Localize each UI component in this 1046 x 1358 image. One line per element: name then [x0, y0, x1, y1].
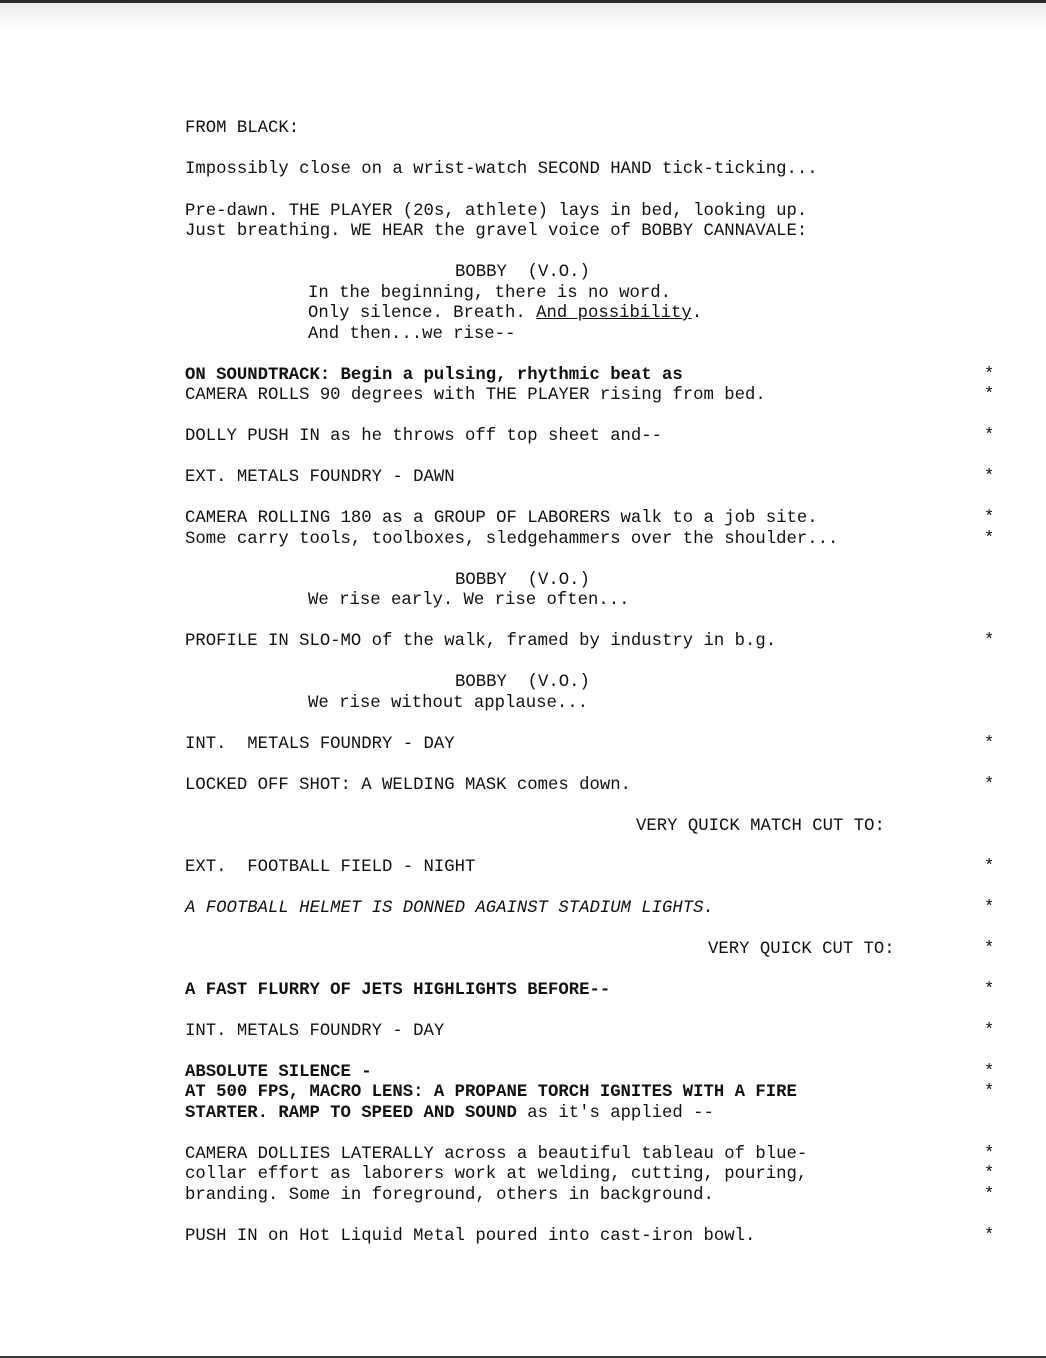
script-line: FROM BLACK:: [185, 119, 300, 138]
script-line: AT 500 FPS, MACRO LENS: A PROPANE TORCH IGNITES WITH A FIRE: [185, 1083, 797, 1102]
script-line: Pre-dawn. THE PLAYER (20s, athlete) lays in bed, looking up.: [185, 202, 808, 221]
script-line: ABSOLUTE SILENCE -: [185, 1063, 372, 1082]
script-line: A FOOTBALL HELMET IS DONNED AGAINST STADIUM LIGHTS.: [185, 899, 714, 918]
script-line: VERY QUICK CUT TO:: [708, 940, 895, 959]
script-line: [308, 304, 702, 324]
script-line: BOBBY (V.O.): [455, 673, 590, 692]
script-line: BOBBY (V.O.): [455, 263, 590, 282]
revision-asterisk: *: [984, 1145, 995, 1164]
revision-asterisk: *: [984, 1186, 995, 1205]
script-line: EXT. METALS FOUNDRY - DAWN: [185, 468, 455, 487]
script-line: collar effort as laborers work at welding, cutting, pouring,: [185, 1165, 808, 1184]
revision-asterisk: *: [984, 735, 995, 754]
revision-asterisk: *: [984, 427, 995, 446]
script-line: branding. Some in foreground, others in background.: [185, 1186, 714, 1205]
revision-asterisk: *: [984, 1165, 995, 1184]
script-line: We rise without applause...: [308, 694, 589, 713]
script-line: ON SOUNDTRACK: Begin a pulsing, rhythmic beat as: [185, 366, 683, 385]
script-line: BOBBY (V.O.): [455, 571, 590, 590]
script-line: PUSH IN on Hot Liquid Metal poured into cast-iron bowl.: [185, 1227, 756, 1246]
script-line: Impossibly close on a wrist-watch SECOND HAND tick-ticking...: [185, 160, 818, 179]
script-line: We rise early. We rise often...: [308, 591, 630, 610]
revision-asterisk: *: [984, 899, 995, 918]
script-line: VERY QUICK MATCH CUT TO:: [636, 817, 885, 836]
revision-asterisk: *: [984, 940, 995, 959]
script-line-segment: Only silence. Breath.: [308, 304, 537, 323]
revision-asterisk: *: [984, 632, 995, 651]
script-line-segment: as it's applied --: [516, 1104, 714, 1123]
revision-asterisk: *: [984, 1022, 995, 1041]
script-line: PROFILE IN SLO-MO of the walk, framed by industry in b.g.: [185, 632, 777, 651]
script-line: INT. METALS FOUNDRY - DAY: [185, 1022, 445, 1041]
script-line: INT. METALS FOUNDRY - DAY: [185, 735, 455, 754]
revision-asterisk: *: [984, 386, 995, 405]
revision-asterisk: *: [984, 776, 995, 795]
script-line: EXT. FOOTBALL FIELD - NIGHT: [185, 858, 476, 877]
script-line: In the beginning, there is no word.: [308, 284, 671, 303]
script-line: Some carry tools, toolboxes, sledgehammers over the shoulder...: [185, 530, 839, 549]
script-line: CAMERA DOLLIES LATERALLY across a beautiful tableau of blue-: [185, 1145, 808, 1164]
script-line: DOLLY PUSH IN as he throws off top sheet and--: [185, 427, 663, 446]
script-line: And then...we rise--: [308, 325, 516, 344]
script-line: A FAST FLURRY OF JETS HIGHLIGHTS BEFORE--: [185, 981, 611, 1000]
script-line-segment: STARTER. RAMP TO SPEED AND SOUND: [185, 1104, 517, 1123]
revision-asterisk: *: [984, 1083, 995, 1102]
revision-asterisk: *: [984, 981, 995, 1000]
revision-asterisk: *: [984, 1227, 995, 1246]
script-line: [185, 1104, 714, 1124]
revision-asterisk: *: [984, 366, 995, 385]
revision-asterisk: *: [984, 509, 995, 528]
script-line: CAMERA ROLLS 90 degrees with THE PLAYER rising from bed.: [185, 386, 766, 405]
script-line-segment: And possibility: [536, 304, 692, 323]
revision-asterisk: *: [984, 530, 995, 549]
script-line-segment: .: [691, 304, 703, 323]
revision-asterisk: *: [984, 468, 995, 487]
script-line: LOCKED OFF SHOT: A WELDING MASK comes down.: [185, 776, 631, 795]
revision-asterisk: *: [984, 858, 995, 877]
script-line: Just breathing. WE HEAR the gravel voice of BOBBY CANNAVALE:: [185, 222, 808, 241]
revision-asterisk: *: [984, 1063, 995, 1082]
script-line: CAMERA ROLLING 180 as a GROUP OF LABORERS walk to a job site.: [185, 509, 818, 528]
